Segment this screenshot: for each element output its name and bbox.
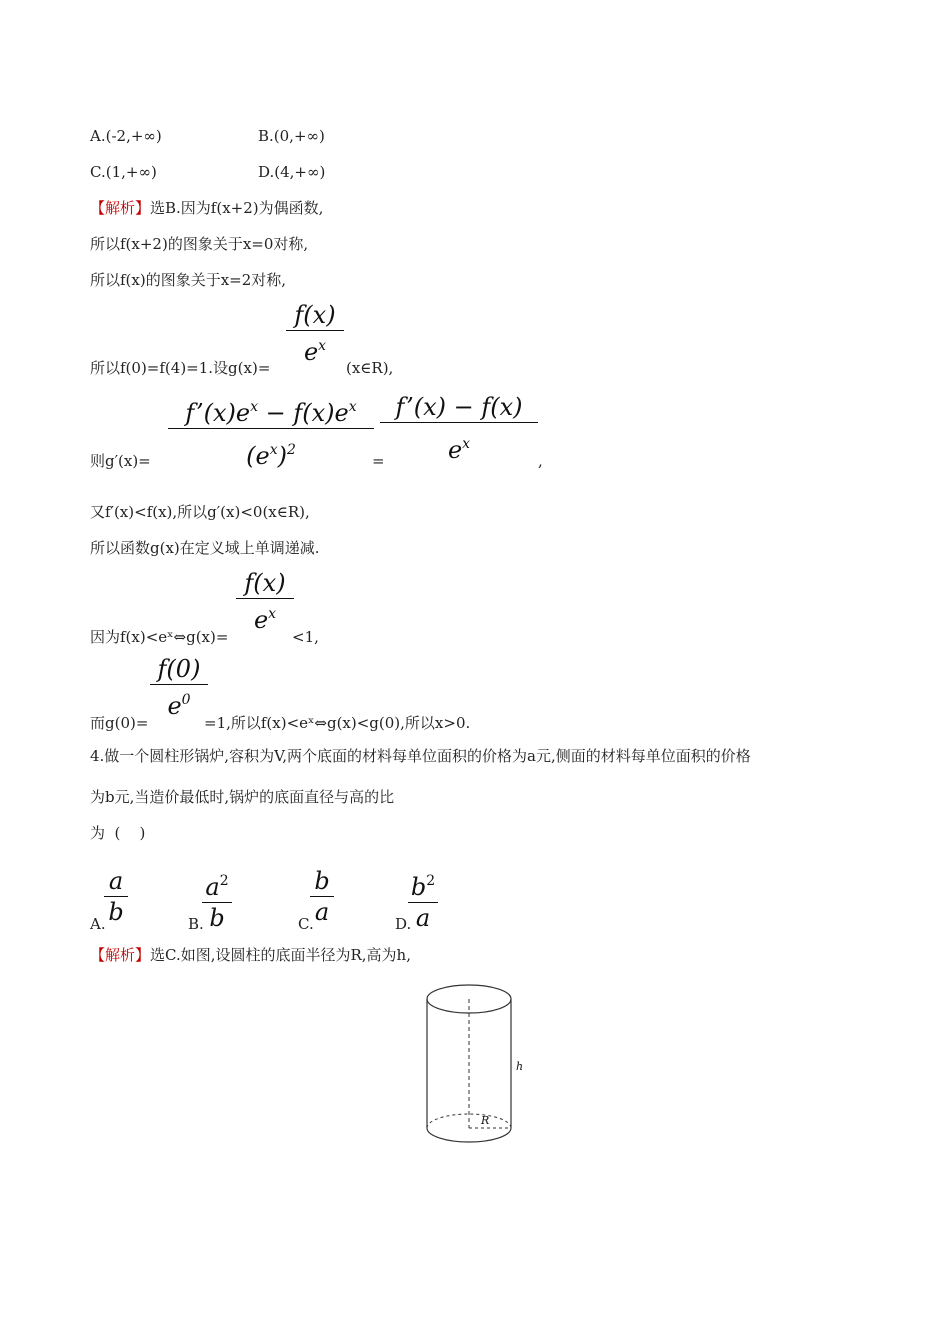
q4-solution-line: 【解析】选C.如图,设圆柱的底面半径为R,高为h,: [90, 946, 411, 964]
solution-line-7: 所以函数g(x)在定义域上单调递减.: [90, 539, 320, 557]
fraction-fx-over-ex-2: f(x) $e^x$: [236, 568, 294, 635]
cylinder-figure: [418, 980, 538, 1152]
solution-line-1: 【解析】选B.因为f(x+2)为偶函数,: [90, 199, 324, 217]
q4-option-c-fraction: b a: [310, 860, 334, 927]
solution-line-2: 所以f(x+2)的图象关于x=0对称,: [90, 235, 309, 253]
q4-stem-line-3: 为 ( ): [90, 824, 146, 842]
option-b: B.(0,+∞): [258, 127, 325, 145]
q4-option-d-fraction: $b^2$ a: [408, 860, 438, 933]
solution-line-6: 又f′(x)<f(x),所以g′(x)<0(x∈R),: [90, 503, 310, 521]
q4-stem-line-2: 为b元,当造价最低时,锅炉的底面直径与高的比: [90, 788, 395, 806]
fraction-fx-over-ex: f(x) $e^x$: [286, 300, 344, 367]
fraction-derivative-quotient: $f’(x)e^x - f(x)e^x$ $(e^x)^2$: [168, 392, 374, 471]
q4-option-b-label: B.: [188, 915, 204, 933]
solution-line-4: 所以f(0)=f(4)=1.设g(x)=: [90, 359, 271, 377]
fraction-f0-over-e0: f(0) $e^0$: [150, 654, 208, 721]
q4-stem-line-1: 4.做一个圆柱形锅炉,容积为V,两个底面的材料每单位面积的价格为a元,侧面的材料每单位面积的价格: [90, 747, 751, 765]
solution-line-8: 因为f(x)<eˣ⇔g(x)=: [90, 628, 229, 646]
q4-option-a-fraction: a b: [104, 860, 128, 927]
equals-sign: =: [372, 452, 385, 470]
solution-tag: 【解析】: [90, 946, 151, 964]
option-a: A.(-2,+∞): [90, 127, 162, 145]
q4-option-b-fraction: $a^2$ b: [202, 860, 232, 933]
option-c: C.(1,+∞): [90, 163, 157, 181]
solution-line-3: 所以f(x)的图象关于x=2对称,: [90, 271, 287, 289]
option-d: D.(4,+∞): [258, 163, 326, 181]
solution-line-5: 则g′(x)=: [90, 452, 151, 470]
q4-option-a-label: A.: [90, 915, 106, 933]
q4-option-d-label: D.: [395, 915, 412, 933]
solution-tag: 【解析】: [90, 199, 151, 217]
solution-line-9-tail: =1,所以f(x)<eˣ⇔g(x)<g(0),所以x>0.: [204, 714, 471, 732]
q4-option-c-label: C.: [298, 915, 314, 933]
solution-line-8-tail: <1,: [292, 628, 319, 646]
radius-label: R: [481, 1114, 490, 1127]
solution-line-4-tail: (x∈R),: [346, 359, 394, 377]
solution-line-9: 而g(0)=: [90, 714, 149, 732]
comma: ,: [538, 452, 543, 470]
height-label: h: [516, 1060, 524, 1073]
fraction-simplified: f’(x) − f(x) $e^x$: [380, 392, 538, 465]
